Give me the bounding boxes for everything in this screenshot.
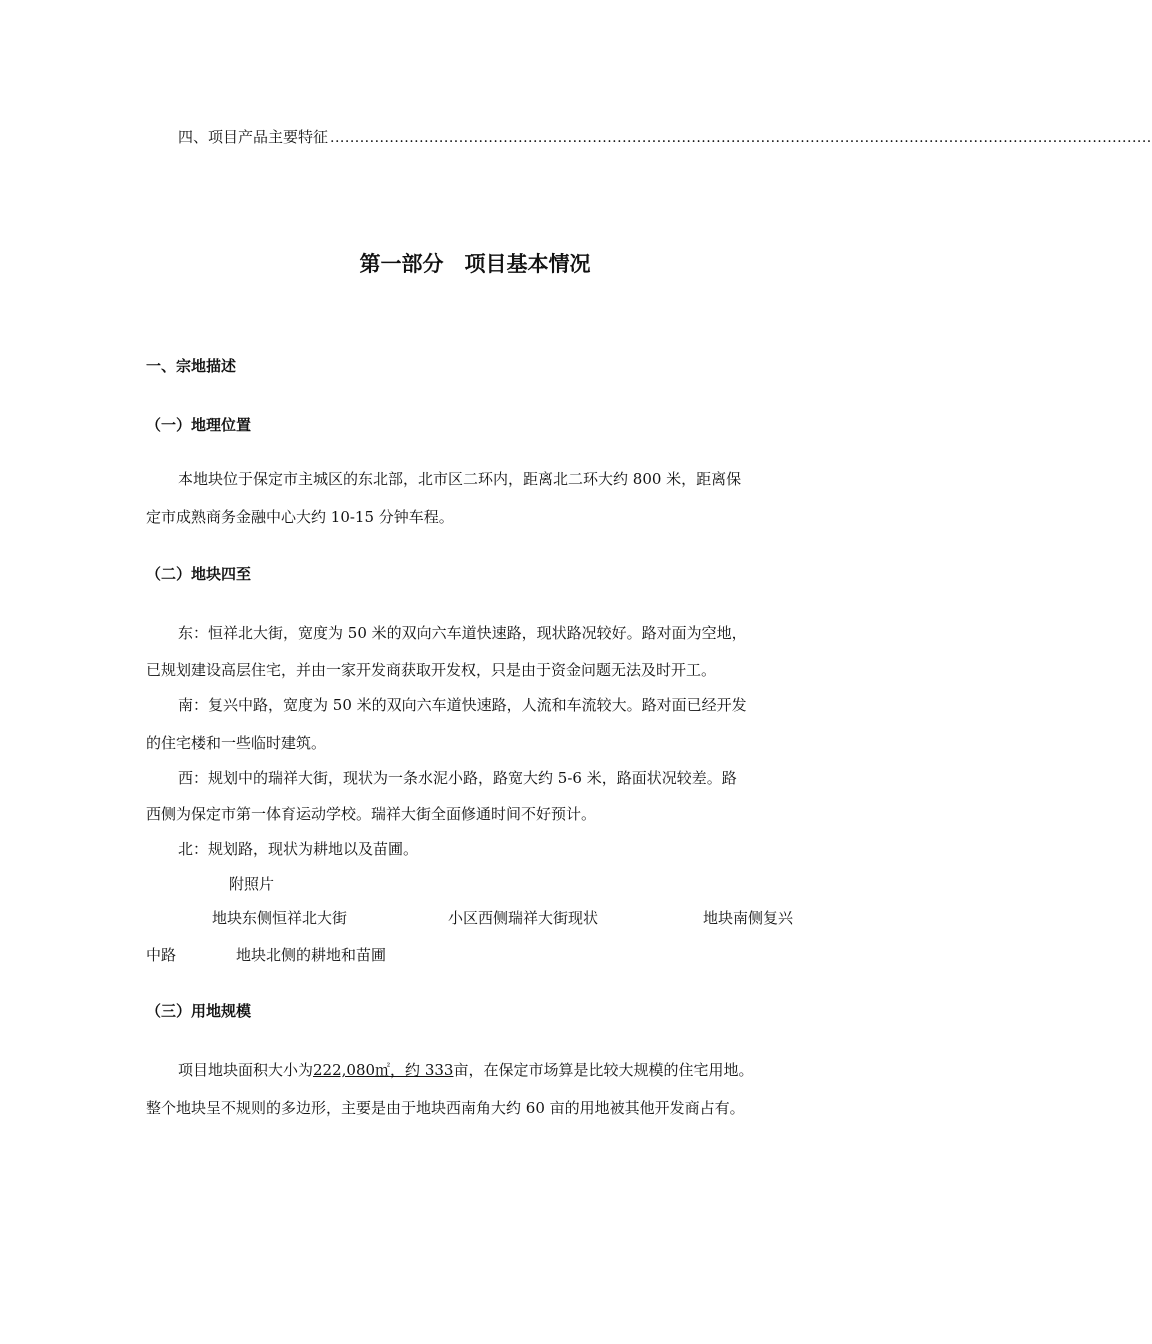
text-segment: 项目地块面积大小为	[178, 1061, 314, 1079]
text-segment: 亩，在保定市场算是比较大规模的住宅用地。	[453, 1061, 754, 1079]
paragraph-line: 西：规划中的瑞祥大街，现状为一条水泥小路，路宽大约 5-6 米，路面状况较差。路	[178, 769, 737, 787]
photo-label: 附照片	[229, 875, 275, 893]
toc-entry[interactable]	[178, 126, 1152, 147]
paragraph-line: 北：规划路，现状为耕地以及苗圃。	[178, 840, 419, 858]
paragraph-line: 的住宅楼和一些临时建筑。	[146, 734, 327, 752]
paragraph-line: 南：复兴中路，宽度为 50 米的双向六车道快速路，人流和车流较大。路对面已经开发	[178, 696, 747, 714]
photo-caption: 小区西侧瑞祥大街现状	[448, 909, 599, 927]
paragraph-line: 本地块位于保定市主城区的东北部，北市区二环内，距离北二环大约 800 米，距离保	[178, 470, 742, 488]
toc-item-label: 四、项目产品主要特征	[178, 128, 329, 146]
photo-caption: 地块南侧复兴	[703, 909, 794, 927]
subsection-heading-boundaries: （二）地块四至	[146, 565, 252, 583]
paragraph-line: 定市成熟商务金融中心大约 10-15 分钟车程。	[146, 508, 454, 526]
part-title: 第一部分 项目基本情况	[359, 252, 591, 276]
photo-caption: 地块北侧的耕地和苗圃	[236, 946, 387, 964]
paragraph-line	[178, 1059, 753, 1080]
section-heading: 一、宗地描述	[146, 357, 237, 375]
underlined-area-value: 222,080㎡，约 333	[313, 1061, 454, 1079]
photo-caption: 中路	[146, 946, 177, 964]
toc-leader-dots: ......................................................................................................................................................................	[330, 130, 1152, 146]
photo-caption: 地块东侧恒祥北大街	[212, 909, 348, 927]
subsection-heading-location: （一）地理位置	[146, 416, 252, 434]
subsection-heading-scale: （三）用地规模	[146, 1002, 252, 1020]
paragraph-line: 东：恒祥北大街，宽度为 50 米的双向六车道快速路，现状路况较好。路对面为空地，	[178, 624, 747, 642]
paragraph-line: 已规划建设高层住宅，并由一家开发商获取开发权，只是由于资金问题无法及时开工。	[146, 661, 717, 679]
paragraph-line: 西侧为保定市第一体育运动学校。瑞祥大街全面修通时间不好预计。	[146, 805, 597, 823]
paragraph-line: 整个地块呈不规则的多边形，主要是由于地块西南角大约 60 亩的用地被其他开发商占有。	[146, 1099, 745, 1117]
